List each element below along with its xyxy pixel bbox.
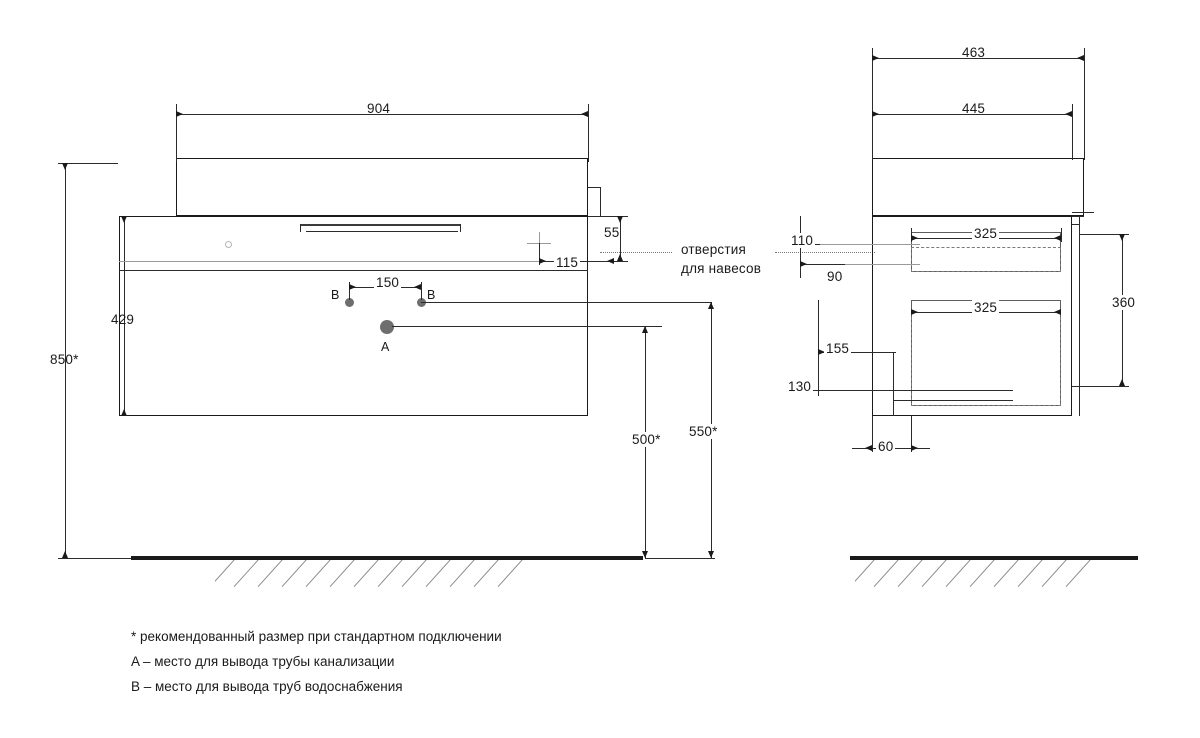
dim-445-ext-right [1072,104,1073,160]
dim-463-arrow-right [1077,55,1084,61]
holes-label-line2: для навесов [681,261,762,276]
legend-notes [131,624,502,699]
side-back-panel-top [1072,224,1080,225]
dim-60-arrow-right [911,445,918,451]
dim-429-arrow-top [121,216,127,223]
dim-360-ext-bottom [1072,386,1129,387]
front-countertop-right-edge [600,187,601,216]
dim-550-ext-bottom [645,558,715,559]
side-floor-hatching [855,560,1120,588]
holes-leader-dotted [600,252,672,253]
dim-325-upper-ext-right [1061,228,1062,242]
front-handle [300,224,460,226]
front-handle-left [300,224,301,232]
dim-130-label: 130 [788,379,812,394]
dim-360-line [1122,234,1123,386]
dim-55-arrow-bottom [617,254,623,261]
dim-550-arrow-top [708,302,714,309]
dim-60-label: 60 [878,439,894,454]
dim-150-arrow-left [349,284,356,290]
side-mount-guide-upper [820,244,920,245]
dim-360-arrow-bottom [1119,379,1125,386]
front-cabinet-body [119,216,588,416]
dim-150-arrow-right [414,284,421,290]
side-plinth-vline [893,352,894,416]
front-floor-hatching [215,560,555,588]
dim-904-arrow-left [176,111,183,117]
dim-904-ext-right [588,104,589,162]
front-handle-right [460,224,461,232]
front-drawer-split-line [119,270,588,271]
marker-b-left-label: B [331,288,340,302]
dim-155-label: 155 [826,341,850,356]
dim-325-lower-arrow-left [911,309,918,315]
dim-904-arrow-right [581,111,588,117]
marker-a-leader [392,326,662,327]
dim-325-lower-label: 325 [974,300,998,315]
dim-360-label: 360 [1112,295,1136,310]
dim-325-upper-arrow-right [1054,235,1061,241]
dim-550-arrow-bottom [708,551,714,558]
dim-55-arrow-top [617,216,623,223]
dim-115-arrow-right [607,258,614,264]
dim-150-label: 150 [376,275,400,290]
front-countertop-right-top [588,187,601,188]
dim-463-ext-left [872,48,873,160]
dim-115-label: 115 [556,255,579,270]
front-countertop [176,158,588,216]
side-upper-drawer-dashed [911,247,1061,272]
dim-150-ext-right [421,282,422,300]
dim-90-arrow [800,261,807,267]
dim-463-ext-right [1084,48,1085,160]
dim-325-lower-arrow-right [1054,309,1061,315]
marker-a-dot [380,320,394,334]
marker-a-label: A [381,340,390,354]
side-countertop [872,158,1084,216]
holes-leader-dotted-right [775,252,875,253]
side-countertop-overhang [1072,212,1094,213]
dim-463-arrow-left [872,55,879,61]
dim-55-ext-top [600,216,628,217]
side-plinth-inner [893,390,1013,391]
dim-60-arrow-left [865,445,872,451]
dim-325-upper-arrow-left [911,235,918,241]
dim-445-label: 445 [962,101,986,116]
dim-155-130-ext [818,300,819,396]
legend-note-1: * рекомендованный размер при стандартном подключении [131,629,502,644]
dim-115-arrow-left [539,258,546,264]
dim-445-arrow-right [1065,111,1072,117]
dim-429-arrow-bottom [121,409,127,416]
dim-110-label: 110 [791,233,814,248]
dim-500-arrow-top [642,326,648,333]
legend-note-2: A – место для вывода трубы канализации [131,654,395,669]
dim-500-label: 500* [632,432,661,447]
side-plinth-inner2 [893,400,1013,401]
front-handle-shadow [306,231,458,232]
dim-90-label: 90 [827,269,843,284]
marker-b-right-label: B [427,288,436,302]
dim-429-label: 429 [111,312,135,327]
front-mount-line [119,261,588,262]
dim-550-label: 550* [689,424,718,439]
dim-550-ext-top [421,302,711,303]
legend-note-3: B – место для вывода труб водоснабжения [131,679,403,694]
dim-904-label: 904 [367,101,391,116]
dim-55-label: 55 [604,225,620,240]
side-lower-drawer-dashed [911,312,1061,406]
dim-360-arrow-top [1119,234,1125,241]
dim-445-arrow-left [872,111,879,117]
side-mount-guide-lower [845,264,920,265]
dim-850-label: 850* [50,352,79,367]
dim-850-arrow-bottom [62,551,68,558]
dim-850-arrow-top [62,163,68,170]
dim-325-upper-label: 325 [974,226,998,241]
holes-label-line1: отверстия [681,242,747,257]
front-small-circle-detail [225,241,232,248]
dim-60-ext-left [872,416,873,452]
dim-463-label: 463 [962,45,986,60]
